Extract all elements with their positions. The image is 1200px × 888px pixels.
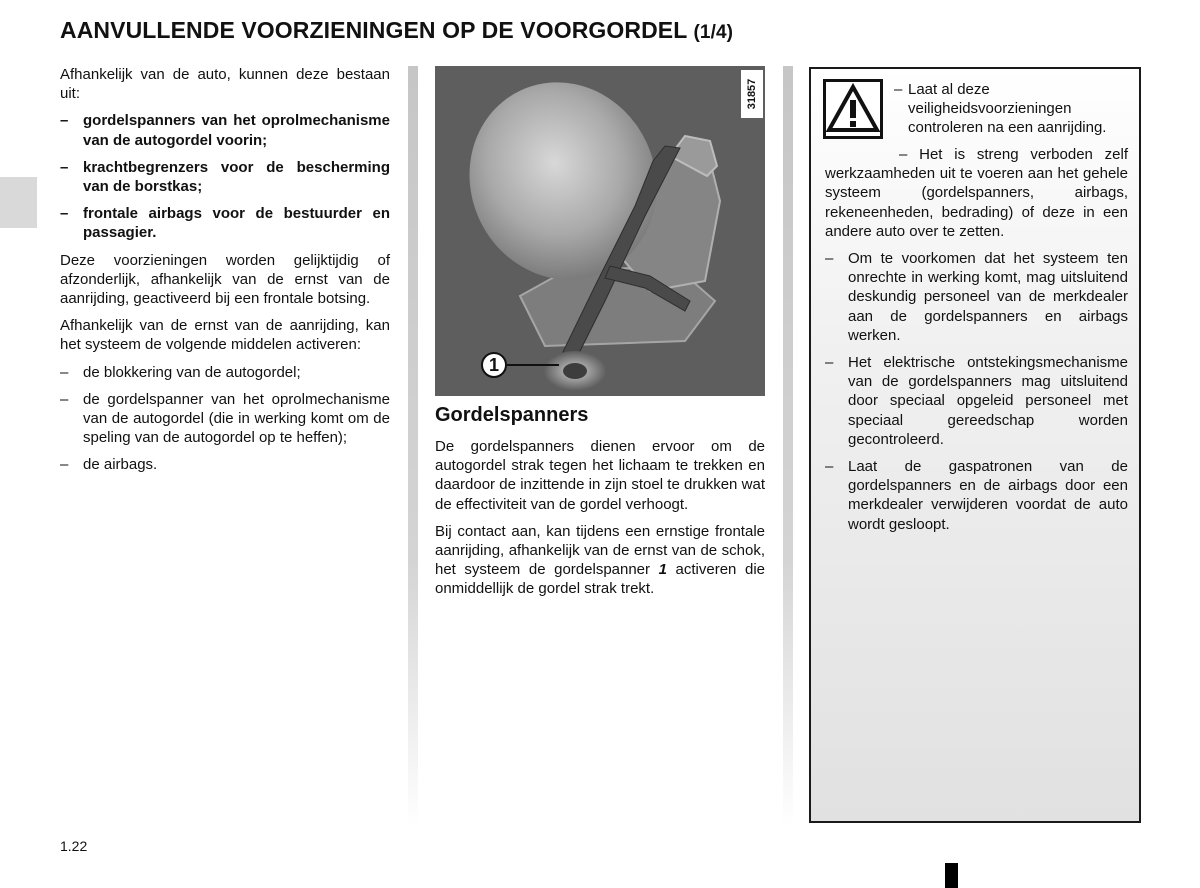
column-divider: [408, 66, 418, 826]
page-title: [60, 17, 733, 44]
column-divider: [783, 66, 793, 826]
warning-list: [825, 145, 1128, 542]
warning-item: – Om te voorkomen dat het systeem ten onrechte in werking komt, mag uitsluitend deskundig personeel van de merkdealer aan de gordelspanners en airbags werken.: [825, 249, 1128, 345]
activation-paragraph: Deze voorzieningen worden gelijktijdig of afzonderlijk, afhankelijk van de ernst van de aanrijding, geactiveerd bij een frontale botsing.: [60, 251, 390, 308]
section-heading: Gordelspanners: [435, 404, 589, 426]
figure-number: 31857: [741, 70, 763, 118]
means-item: – de blokkering van de autogordel;: [60, 363, 390, 382]
page-title-part: (1/4): [693, 22, 734, 43]
warning-item: – Het elektrische ontstekingsmechanisme van de gordelspanners mag uitsluitend door speciaal opgeleid personeel met speciaal gereedschap worden gecontroleerd.: [825, 353, 1128, 449]
intro-paragraph: Afhankelijk van de auto, kunnen deze bestaan uit:: [60, 66, 390, 103]
pretensioner-description: De gordelspanners dienen ervoor om de autogordel strak tegen het lichaam te trekken en daardoor de inzittende in zijn stoel te drukken wat de effectiviteit van de gordel verhoogt.: [435, 438, 765, 513]
warning-first-item: [894, 80, 1128, 138]
means-item: – de airbags.: [60, 455, 390, 474]
means-intro-paragraph: Afhankelijk van de ernst van de aanrijding, kan het systeem de volgende middelen activeren:: [60, 317, 390, 354]
warning-box: [809, 67, 1141, 823]
feature-item: – gordelspanners van het oprolmechanisme van de autogordel voorin;: [60, 111, 390, 149]
warning-item: – Laat de gaspatronen van de gordelspanners en de airbags door een merkdealer verwijderen voordat de auto wordt gesloopt.: [825, 457, 1128, 534]
page-title-main: AANVULLENDE VOORZIENINGEN OP DE VOORGORDEL: [60, 17, 687, 43]
callout-leader-line: [507, 364, 559, 366]
pretensioner-activation: Bij contact aan, kan tijdens een ernstige frontale aanrijding, afhankelijk van de ernst van de schok, het systeem de gordelspanner 1 activeren die onmiddellijk de gordel strak trekt.: [435, 522, 765, 598]
warning-item: – Het is streng verboden zelf werkzaamheden uit te voeren aan het gehele systeem (gordelspanners, airbags, rekeneenheden, bedrading) of deze in een andere auto over te zetten.: [825, 146, 1128, 240]
seat-airbag-illustration: [435, 66, 765, 396]
means-item: – de gordelspanner van het oprolmechanisme van de autogordel (die in werking komt om de speling van de autogordel op te heffen);: [60, 390, 390, 448]
chapter-tab: [0, 177, 37, 228]
feature-item: – krachtbegrenzers voor de bescherming van de borstkas;: [60, 158, 390, 196]
warning-triangle-icon: [823, 79, 883, 139]
middle-column: [435, 403, 765, 607]
page-number: 1.22: [60, 838, 88, 854]
callout-marker: 1: [481, 352, 507, 378]
illustration-graphic: [435, 66, 765, 396]
feature-item: – frontale airbags voor de bestuurder en passagier.: [60, 204, 390, 242]
left-column: [60, 65, 390, 483]
page-edge-mark: [945, 863, 958, 888]
warning-item: – Laat al deze veiligheidsvoorzieningen controleren na een aanrijding.: [894, 80, 1128, 138]
reference-number: 1: [658, 561, 667, 579]
